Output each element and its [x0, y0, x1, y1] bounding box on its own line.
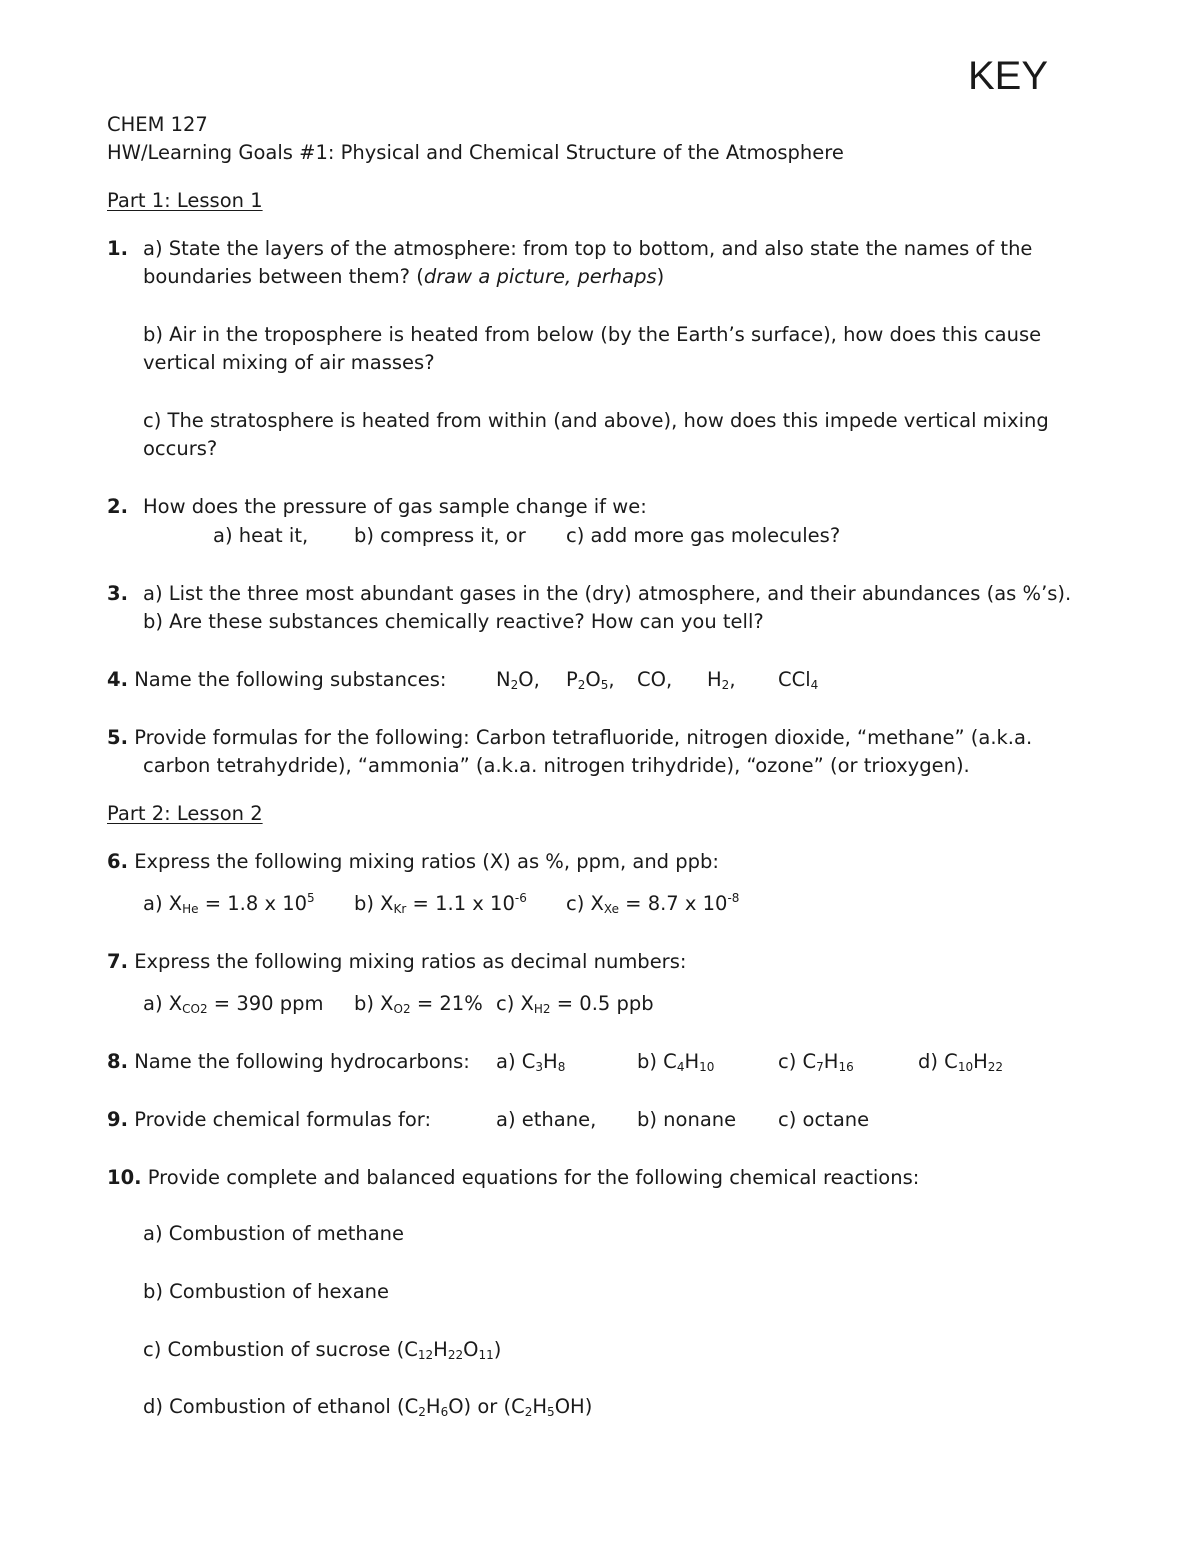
- part1-heading: Part 1: Lesson 1: [107, 189, 263, 212]
- q9-option-c: c) octane: [778, 1108, 870, 1131]
- q3-number: 3.: [107, 582, 128, 605]
- course-title: CHEM 127: [107, 113, 208, 136]
- q10-option-c: c) Combustion of sucrose $(C_{12}H_{22}O_{11})$: [143, 1338, 502, 1362]
- key-label: KEY: [968, 54, 1049, 98]
- q7-option-b: b) $X_{O2} = 21\%$: [354, 992, 483, 1016]
- q3b: b) Are these substances chemically reactive? How can you tell?: [143, 610, 764, 633]
- q8-option-a: a) $C_3H_8$: [496, 1050, 566, 1074]
- assignment-title: HW/Learning Goals #1: Physical and Chemical Structure of the Atmosphere: [107, 141, 844, 164]
- q1-number: 1.: [107, 237, 128, 260]
- q4-line: 4. Name the following substances:: [107, 668, 447, 691]
- q2-text: How does the pressure of gas sample change if we:: [143, 495, 647, 518]
- q9-option-b: b) nonane: [637, 1108, 737, 1131]
- q5-line1: 5. Provide formulas for the following: Carbon tetrafluoride, nitrogen dioxide, “methane” (a.k.a.: [107, 726, 1033, 749]
- q1c-line2: occurs?: [143, 437, 218, 460]
- q7-option-c: c) $X_{H2} = 0.5$ ppb: [496, 992, 654, 1016]
- q2-number: 2.: [107, 495, 128, 518]
- q10-option-b: b) Combustion of hexane: [143, 1280, 390, 1303]
- q7-option-a: a) $X_{CO2} = 390$ ppm: [143, 992, 324, 1016]
- q10-line: 10. Provide complete and balanced equations for the following chemical reactions:: [107, 1166, 920, 1189]
- formula-p2o5: $P_2O_5$,: [566, 668, 615, 692]
- q1c-line1: c) The stratosphere is heated from within (and above), how does this impede vertical mixing: [143, 409, 1049, 432]
- q10-option-a: a) Combustion of methane: [143, 1222, 405, 1245]
- formula-h2: $H_2$,: [707, 668, 736, 692]
- q8-option-c: c) $C_7H_{16}$: [778, 1050, 854, 1074]
- q9-line: 9. Provide chemical formulas for:: [107, 1108, 432, 1131]
- q2-option-b: b) compress it, or: [354, 524, 526, 547]
- q7-line: 7. Express the following mixing ratios as decimal numbers:: [107, 950, 687, 973]
- q2-option-c: c) add more gas molecules?: [566, 524, 841, 547]
- part2-heading: Part 2: Lesson 2: [107, 802, 263, 825]
- q1a-line2: boundaries between them? (draw a picture, perhaps): [143, 265, 665, 288]
- q5-line2: carbon tetrahydride), “ammonia” (a.k.a. nitrogen trihydride), “ozone” (or trioxygen).: [143, 754, 970, 777]
- formula-co: CO,: [637, 668, 673, 691]
- formula-n2o: $N_2O$,: [496, 668, 540, 692]
- q6-option-a: a) $X_{He} = 1.8$ x $10^5$: [143, 891, 315, 916]
- q8-line: 8. Name the following hydrocarbons:: [107, 1050, 470, 1073]
- q6-line: 6. Express the following mixing ratios (X) as %, ppm, and ppb:: [107, 850, 719, 873]
- q1b-line2: vertical mixing of air masses?: [143, 351, 435, 374]
- q10-option-d: d) Combustion of ethanol $(C_2H_6O)$ or $(C_2H_5OH)$: [143, 1395, 593, 1419]
- q3a: a) List the three most abundant gases in the (dry) atmosphere, and their abundances (as %’s).: [143, 582, 1072, 605]
- q9-option-a: a) ethane,: [496, 1108, 597, 1131]
- q8-option-d: d) $C_{10}H_{22}$: [918, 1050, 1004, 1074]
- q8-option-b: b) $C_4H_{10}$: [637, 1050, 715, 1074]
- q1b-line1: b) Air in the troposphere is heated from below (by the Earth’s surface), how does this cause: [143, 323, 1042, 346]
- formula-ccl4: CCl$_4$: [778, 668, 819, 692]
- q1a-line1: a) State the layers of the atmosphere: from top to bottom, and also state the names of the: [143, 237, 1033, 260]
- q2-option-a: a) heat it,: [213, 524, 309, 547]
- q6-option-c: c) $X_{Xe} = 8.7$ x $10^{-8}$: [566, 891, 740, 916]
- q6-option-b: b) $X_{Kr} = 1.1$ x $10^{-6}$: [354, 891, 527, 916]
